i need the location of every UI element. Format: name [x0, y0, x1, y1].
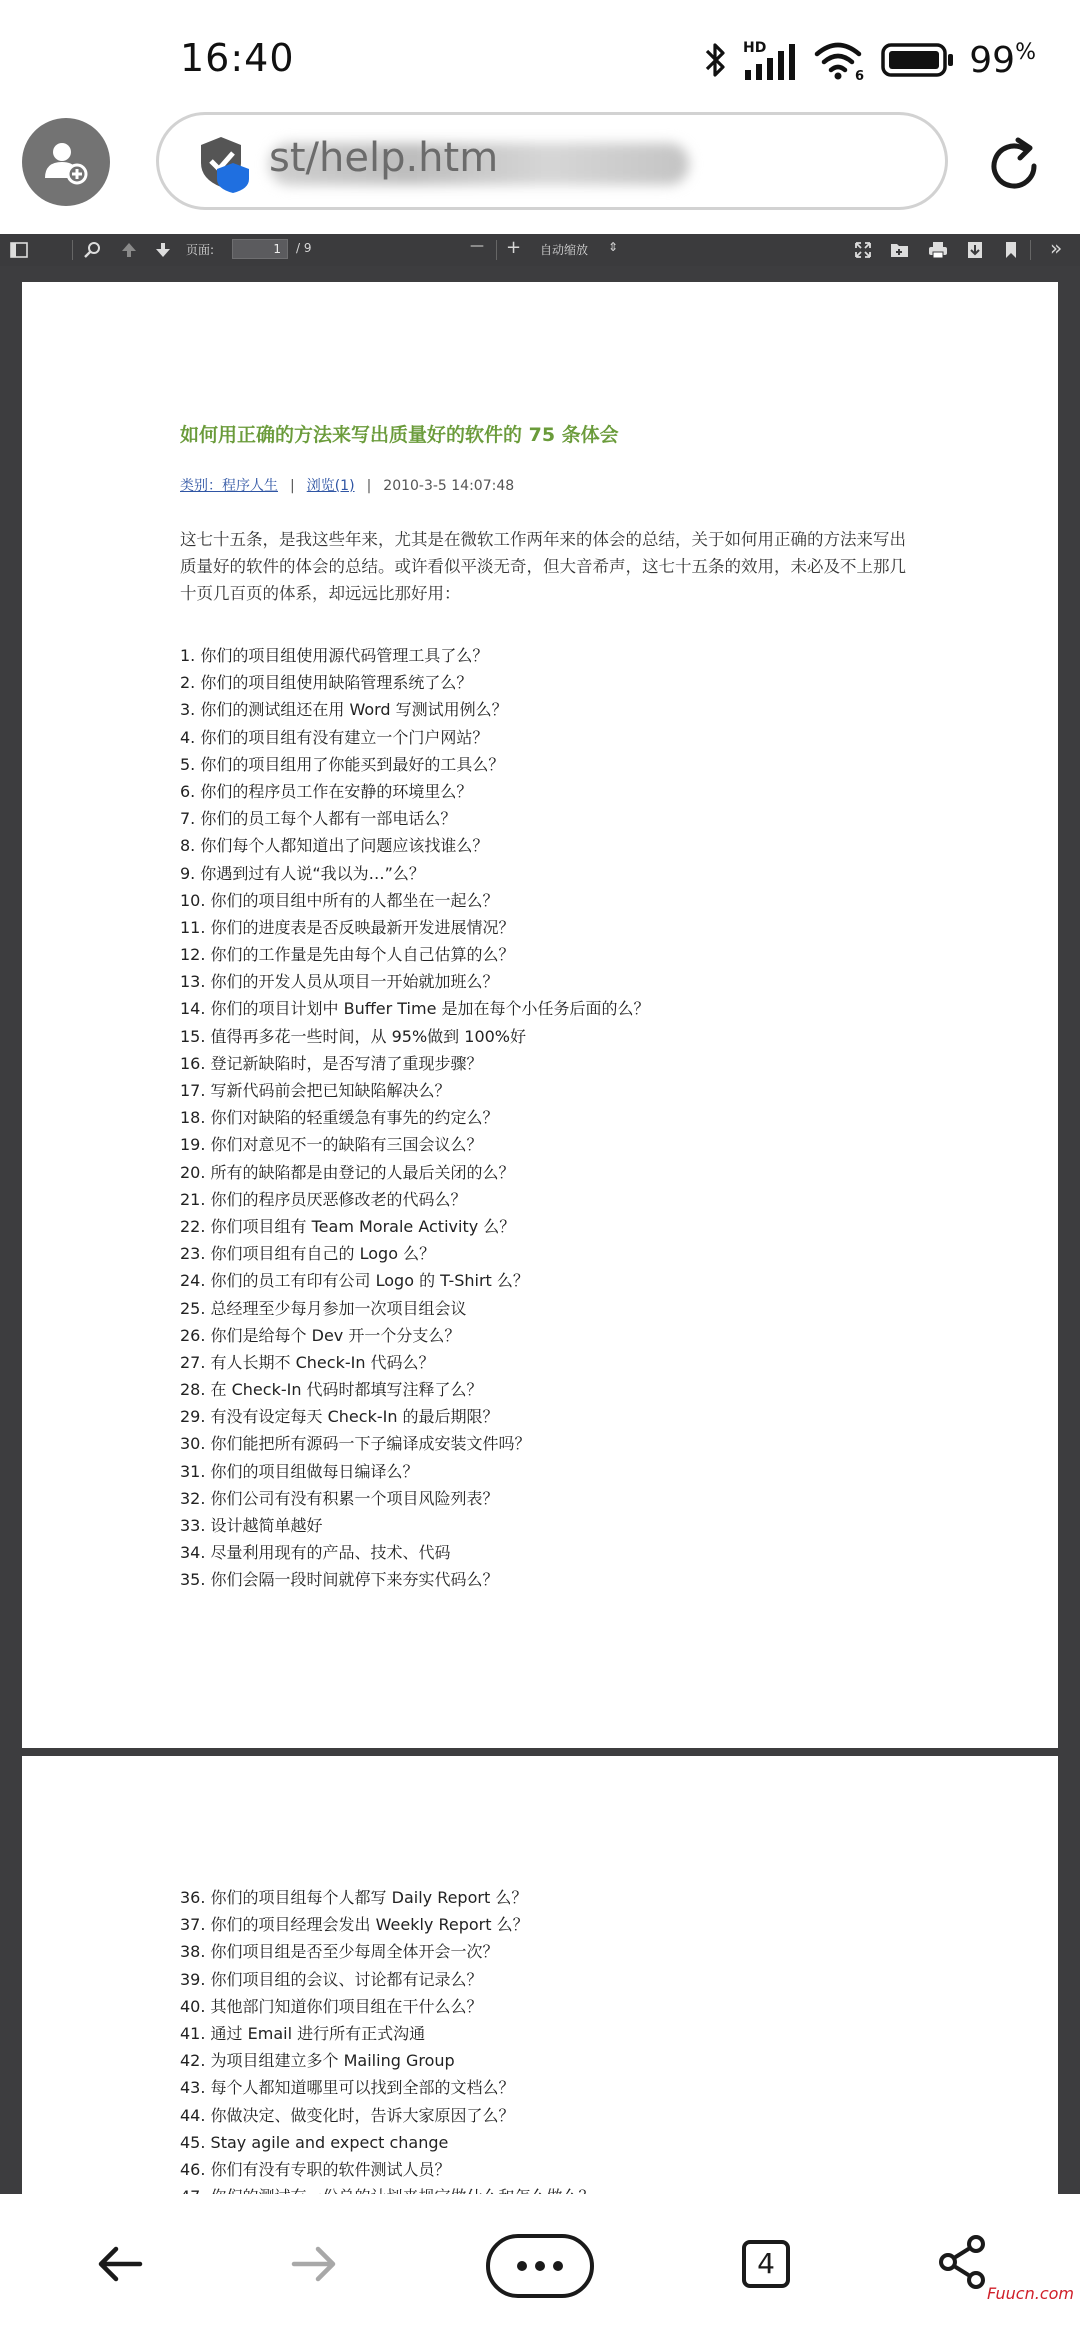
network-label: HD: [743, 40, 767, 56]
rules-list-page-2: [180, 1884, 595, 2210]
list-item: 2. 你们的项目组使用缺陷管理系统了么？: [180, 673, 473, 693]
address-row: [0, 112, 1080, 232]
list-item: 44. 你做决定、做变化时，告诉大家原因了么？: [180, 2105, 515, 2125]
meta-divider: |: [366, 478, 372, 494]
document-title: 如何用正确的方法来写出质量好的软件的 75 条体会: [180, 424, 619, 446]
back-arrow-icon[interactable]: [96, 2240, 144, 2288]
list-item: 38. 你们项目组是否至少每周全体开会一次？: [180, 1942, 499, 1962]
list-item: 46. 你们有没有专职的软件测试人员？: [180, 2159, 451, 2179]
list-item: 31. 你们的项目组做每日编译么？: [180, 1461, 419, 1481]
battery-icon: [881, 42, 955, 78]
toolbar-separator: [72, 240, 73, 260]
meta-divider: |: [290, 478, 295, 494]
list-item: 19. 你们对意见不一的缺陷有三国会议么？: [180, 1135, 483, 1155]
previous-page-icon[interactable]: [120, 241, 138, 259]
open-file-icon[interactable]: [890, 241, 910, 259]
menu-dot: [553, 2261, 563, 2271]
list-item: 17. 写新代码前会把已知缺陷解决么？: [180, 1081, 451, 1100]
bottom-navigation: [0, 2194, 1080, 2340]
battery-value: 99: [969, 39, 1016, 81]
list-item: 42. 为项目组建立多个 Mailing Group: [180, 2051, 455, 2071]
profile-add-icon: [42, 138, 90, 186]
presentation-mode-icon[interactable]: [854, 241, 872, 259]
list-item: 28. 在 Check-In 代码时都填写注释了么？: [180, 1380, 483, 1400]
list-item: 45. Stay agile and expect change: [180, 2132, 449, 2152]
next-page-icon[interactable]: [154, 241, 172, 259]
more-menu-icon[interactable]: [486, 2234, 594, 2298]
list-item: 4. 你们的项目组有没有建立一个门户网站？: [180, 727, 489, 747]
forward-arrow-icon[interactable]: [290, 2240, 338, 2288]
pdf-viewer[interactable]: [0, 266, 1080, 2194]
category-link[interactable]: 类别：程序人生: [180, 478, 278, 494]
list-item: 32. 你们公司有没有积累一个项目风险列表？: [180, 1488, 499, 1508]
tabs-icon[interactable]: 4: [742, 2240, 790, 2288]
status-icons: [703, 38, 1036, 82]
list-item: 40. 其他部门知道你们项目组在干什么么？: [180, 1996, 483, 2016]
bluetooth-icon: [703, 40, 729, 80]
list-item: 7. 你们的员工每个人都有一部电话么？: [180, 809, 457, 829]
list-item: 9. 你遇到过有人说“我以为…”么？: [180, 863, 425, 883]
toolbar-separator: [496, 240, 497, 260]
list-item: 18. 你们对缺陷的轻重缓急有事先的约定么？: [180, 1108, 499, 1128]
search-icon[interactable]: [84, 241, 102, 259]
profile-button[interactable]: [22, 118, 110, 206]
list-item: 26. 你们是给每个 Dev 开一个分支么？: [180, 1325, 461, 1345]
list-item: 29. 有没有设定每天 Check-In 的最后期限？: [180, 1407, 499, 1427]
list-item: 37. 你们的项目经理会发出 Weekly Report 么？: [180, 1915, 529, 1935]
list-item: 15. 值得再多花一些时间，从 95%做到 100%好: [180, 1026, 527, 1046]
list-item: 6. 你们的程序员工作在安静的环境里么？: [180, 781, 473, 801]
list-item: 20. 所有的缺陷都是由登记的人最后关闭的么？: [180, 1162, 515, 1182]
page-total: / 9: [296, 241, 312, 255]
shield-icon: [195, 133, 253, 195]
more-tools-button[interactable]: »: [1050, 236, 1063, 260]
list-item: 3. 你们的测试组还在用 Word 写测试用例么？: [180, 700, 508, 720]
list-item: 23. 你们项目组有自己的 Logo 么？: [180, 1244, 436, 1264]
pdf-toolbar: [0, 234, 1080, 266]
menu-dot: [535, 2261, 545, 2271]
download-icon[interactable]: [966, 241, 984, 259]
list-item: 39. 你们项目组的会议、讨论都有记录么？: [180, 1969, 483, 1989]
page-label: 页面:: [186, 243, 215, 257]
post-date: 2010-3-5 14:07:48: [383, 478, 515, 494]
list-item: 35. 你们会隔一段时间就停下来夯实代码么？: [180, 1570, 499, 1590]
bookmark-icon[interactable]: [1004, 241, 1018, 259]
page-number-input[interactable]: [232, 239, 288, 259]
list-item: 27. 有人长期不 Check-In 代码么？: [180, 1352, 435, 1372]
list-item: 22. 你们项目组有 Team Morale Activity 么？: [180, 1216, 516, 1236]
list-item: 13. 你们的开发人员从项目一开始就加班么？: [180, 972, 499, 992]
zoom-in-button[interactable]: +: [506, 237, 522, 258]
list-item: 12. 你们的工作量是先由每个人自己估算的么？: [180, 945, 515, 965]
status-bar: [0, 0, 1080, 112]
list-item: 30. 你们能把所有源码一下子编译成安装文件吗？: [180, 1434, 531, 1454]
wifi-label: 6: [855, 69, 865, 84]
list-item: 33. 设计越简单越好: [180, 1516, 323, 1535]
list-item: 43. 每个人都知道哪里可以找到全部的文档么？: [180, 2078, 515, 2098]
document-meta: [180, 475, 514, 495]
url-text: st/help.htm: [269, 135, 499, 181]
share-icon[interactable]: [936, 2234, 992, 2290]
views-link[interactable]: 浏览(1): [306, 478, 355, 494]
url-bar[interactable]: [156, 112, 948, 210]
document-intro: 这七十五条，是我这些年来，尤其是在微软工作两年来的体会的总结，关于如何用正确的方法来写出质量好的软件的体会的总结。或许看似平淡无奇，但大音希声，这七十五条的效用，未必及不上那几十页几百页的体系，却远远比那好用：: [180, 530, 906, 603]
wifi-icon: [813, 38, 867, 82]
toolbar-separator: [1030, 240, 1031, 260]
reload-icon[interactable]: [984, 136, 1044, 196]
list-item: 24. 你们的员工有印有公司 Logo 的 T-Shirt 么？: [180, 1271, 529, 1291]
zoom-out-button[interactable]: —: [470, 238, 484, 254]
list-item: 11. 你们的进度表是否反映最新开发进展情况？: [180, 917, 515, 937]
battery-level: [969, 40, 1036, 81]
list-item: 5. 你们的项目组用了你能买到最好的工具么？: [180, 754, 505, 774]
list-item: 14. 你们的项目计划中 Buffer Time 是加在每个小任务后面的么？: [180, 999, 650, 1019]
list-item: 10. 你们的项目组中所有的人都坐在一起么？: [180, 890, 499, 910]
status-time: 16:40: [180, 36, 295, 80]
zoom-select[interactable]: 自动缩放: [540, 243, 589, 257]
list-item: 1. 你们的项目组使用源代码管理工具了么？: [180, 646, 489, 665]
list-item: 41. 通过 Email 进行所有正式沟通: [180, 2023, 426, 2043]
print-icon[interactable]: [928, 241, 948, 259]
watermark: Fuucn.com: [986, 2284, 1074, 2303]
pdf-page-1: [22, 282, 1058, 1748]
battery-unit: %: [1015, 39, 1036, 65]
list-item: 21. 你们的程序员厌恶修改老的代码么？: [180, 1189, 467, 1209]
zoom-select-caret[interactable]: ⇕: [608, 240, 619, 254]
list-item: 16. 登记新缺陷时，是否写清了重现步骤？: [180, 1053, 483, 1073]
pdf-page-2: [22, 1756, 1058, 2216]
sidebar-toggle-icon[interactable]: [10, 241, 28, 259]
signal-icon: [743, 38, 799, 82]
list-item: 8. 你们每个人都知道出了问题应该找谁么？: [180, 836, 489, 856]
list-item: 34. 尽量利用现有的产品、技术、代码: [180, 1543, 451, 1563]
rules-list-page-1: [180, 642, 650, 1594]
list-item: 25. 总经理至少每月参加一次项目组会议: [180, 1298, 467, 1318]
list-item: 36. 你们的项目组每个人都写 Daily Report 么？: [180, 1888, 528, 1907]
menu-dot: [517, 2261, 527, 2271]
